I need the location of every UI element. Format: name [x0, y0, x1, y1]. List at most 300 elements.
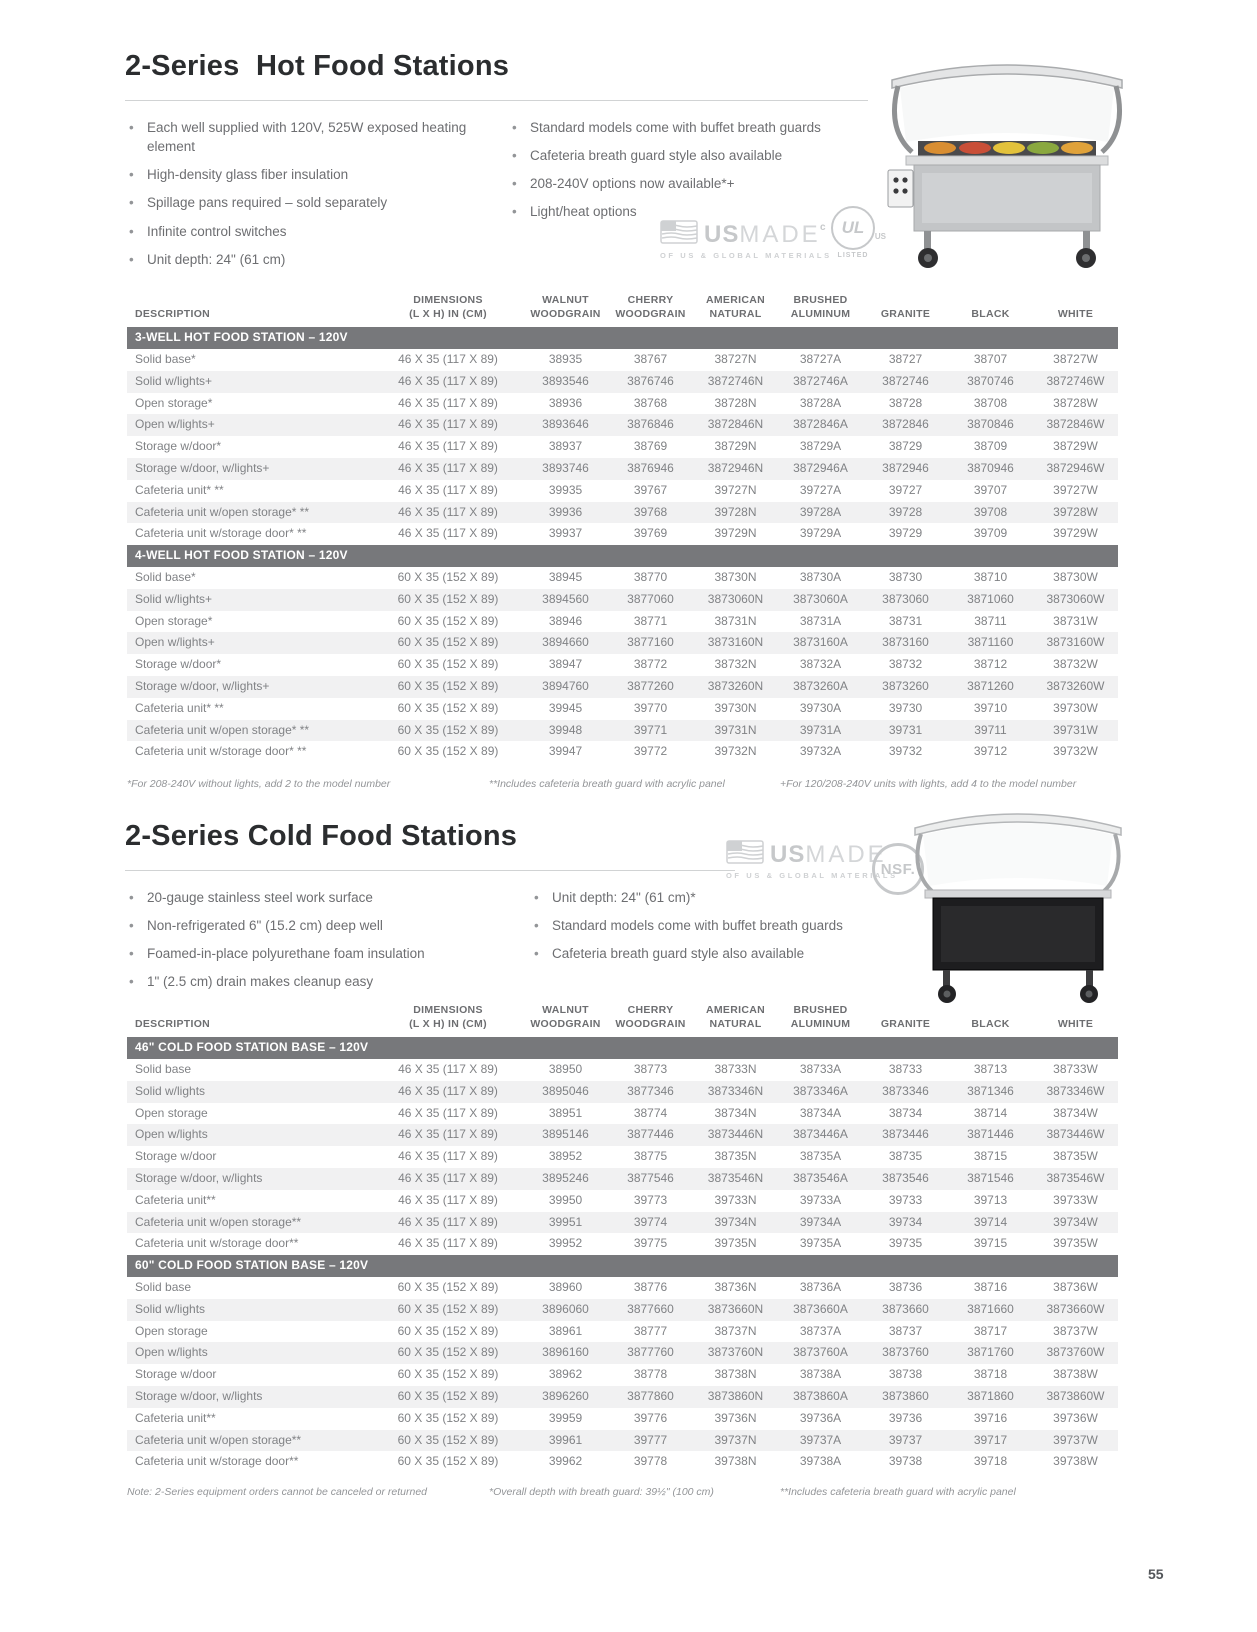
table-row	[127, 1299, 1118, 1321]
model-number-cell: 38729N	[714, 439, 757, 454]
dimensions-cell: 60 X 35 (152 X 89)	[397, 1454, 499, 1469]
description-cell: Open w/lights	[127, 1342, 373, 1364]
dimensions-cell: 60 X 35 (152 X 89)	[373, 1430, 523, 1452]
model-number-cell: 3872946A	[778, 458, 863, 480]
model-number-cell: 3873260N	[693, 676, 778, 698]
model-number-cell: 3877160	[608, 632, 693, 654]
model-number-cell: 3872946	[863, 458, 948, 480]
model-number-cell: 39776	[633, 1410, 668, 1425]
footnote: **Includes cafeteria breath guard with acrylic panel	[489, 778, 725, 790]
ul-circle-icon	[831, 206, 875, 250]
column-header: DIMENSIONS (L X H) IN (CM)	[409, 294, 487, 320]
model-number-cell: 3872746N	[693, 371, 778, 393]
model-number-cell: 3873546A	[778, 1168, 863, 1190]
model-number-cell: 39936	[523, 502, 608, 524]
model-number-cell: 38736N	[714, 1280, 757, 1295]
feature-bullet: • Infinite control switches	[125, 222, 485, 241]
dimensions-cell: 46 X 35 (117 X 89)	[373, 1212, 523, 1234]
model-number-cell: 38716	[973, 1280, 1008, 1295]
model-number-cell: 38737N	[714, 1323, 757, 1338]
description-cell: Cafeteria unit* **	[135, 700, 224, 715]
model-number-cell: 3873160W	[1033, 632, 1118, 654]
model-number-cell: 3870746	[948, 371, 1033, 393]
feature-bullet: • Cafeteria breath guard style also available	[530, 944, 930, 963]
model-number-cell: 3876746	[608, 371, 693, 393]
model-number-cell: 39718	[973, 1454, 1008, 1469]
description-cell: Cafeteria unit w/storage door**	[135, 1454, 299, 1469]
table-row	[127, 371, 1118, 393]
model-number-cell: 39727	[888, 482, 923, 497]
model-number-cell: 39951	[523, 1212, 608, 1234]
model-number-cell: 38737A	[799, 1323, 842, 1338]
model-number-cell: 3873060W	[1033, 589, 1118, 611]
table-row	[127, 1386, 1118, 1408]
model-number-cell: 38727N	[714, 352, 757, 367]
usmade-made-text: MADE	[805, 840, 887, 868]
model-number-cell: 38730N	[714, 570, 757, 585]
table-row	[127, 1321, 1118, 1343]
dimensions-cell: 46 X 35 (117 X 89)	[373, 502, 523, 524]
table-row	[127, 1233, 1118, 1255]
hot-footnotes	[127, 778, 1137, 794]
model-number-cell: 38733A	[799, 1062, 842, 1077]
model-number-cell: 39727A	[799, 482, 842, 497]
dimensions-cell: 46 X 35 (117 X 89)	[373, 458, 523, 480]
model-number-cell: 3872846	[863, 414, 948, 436]
model-number-cell: 39731N	[693, 720, 778, 742]
usmade-subtext: OF US & GLOBAL MATERIALS	[660, 251, 832, 260]
model-number-cell: 3873060N	[693, 589, 778, 611]
model-number-cell: 39734N	[693, 1212, 778, 1234]
table-row	[127, 654, 1118, 676]
model-number-cell: 39733N	[714, 1192, 757, 1207]
model-number-cell: 38735N	[714, 1149, 757, 1164]
model-number-cell: 38718	[973, 1367, 1008, 1382]
model-number-cell: 39950	[548, 1192, 583, 1207]
column-header: BRUSHED ALUMINUM	[790, 1004, 851, 1030]
model-number-cell: 39714	[948, 1212, 1033, 1234]
model-number-cell: 3877546	[608, 1168, 693, 1190]
model-number-cell: 3871346	[948, 1081, 1033, 1103]
table-row	[127, 1408, 1118, 1430]
model-number-cell: 39717	[948, 1430, 1033, 1452]
dimensions-cell: 60 X 35 (152 X 89)	[397, 744, 499, 759]
table-row	[127, 502, 1118, 524]
model-number-cell: 39707	[973, 482, 1008, 497]
model-number-cell: 3895046	[523, 1081, 608, 1103]
description-cell: Open storage	[135, 1105, 208, 1120]
ul-listed-text: LISTED	[837, 252, 869, 259]
model-number-cell: 39728N	[693, 502, 778, 524]
dimensions-cell: 60 X 35 (152 X 89)	[373, 632, 523, 654]
table-row	[127, 698, 1118, 720]
model-number-cell: 38731N	[714, 613, 757, 628]
model-number-cell: 39713	[973, 1192, 1008, 1207]
model-number-cell: 38767	[633, 352, 668, 367]
model-number-cell: 3896060	[523, 1299, 608, 1321]
model-number-cell: 39769	[633, 526, 668, 541]
model-number-cell: 3873760W	[1033, 1342, 1118, 1364]
model-number-cell: 38733N	[714, 1062, 757, 1077]
model-number-cell: 39734W	[1033, 1212, 1118, 1234]
model-number-cell: 39772	[633, 744, 668, 759]
table-section-row	[127, 1255, 1118, 1277]
feature-bullet: • Unit depth: 24" (61 cm)*	[530, 888, 930, 907]
model-number-cell: 39738A	[799, 1454, 842, 1469]
feature-bullet: • Unit depth: 24" (61 cm)	[125, 250, 485, 269]
column-header: DESCRIPTION	[135, 307, 211, 320]
section-header: 60" COLD FOOD STATION BASE – 120V	[127, 1255, 1118, 1277]
model-number-cell: 38731A	[799, 613, 842, 628]
model-number-cell: 39735N	[714, 1236, 757, 1251]
description-cell: Storage w/door, w/lights	[127, 1168, 373, 1190]
description-cell: Cafeteria unit w/open storage**	[127, 1430, 373, 1452]
dimensions-cell: 46 X 35 (117 X 89)	[373, 1168, 523, 1190]
dimensions-cell: 60 X 35 (152 X 89)	[397, 700, 499, 715]
dimensions-cell: 46 X 35 (117 X 89)	[373, 1124, 523, 1146]
dimensions-cell: 46 X 35 (117 X 89)	[398, 1062, 498, 1077]
table-row	[127, 1081, 1118, 1103]
dimensions-cell: 46 X 35 (117 X 89)	[373, 1081, 523, 1103]
model-number-cell: 38732W	[1053, 657, 1098, 672]
feature-bullet: • Non-refrigerated 6" (15.2 cm) deep well	[125, 916, 515, 935]
feature-bullet: • Standard models come with buffet breath guards	[508, 118, 908, 137]
usmade-made-text: MADE	[739, 220, 821, 248]
model-number-cell: 3877446	[608, 1124, 693, 1146]
model-number-cell: 38736	[888, 1280, 923, 1295]
dimensions-cell: 60 X 35 (152 X 89)	[397, 1323, 499, 1338]
model-number-cell: 38732	[888, 657, 923, 672]
model-number-cell: 38735W	[1053, 1149, 1098, 1164]
description-cell: Cafeteria unit* **	[135, 482, 224, 497]
model-number-cell: 38734W	[1053, 1105, 1098, 1120]
model-number-cell: 3870846	[948, 414, 1033, 436]
model-number-cell: 38727A	[799, 352, 842, 367]
model-number-cell: 39945	[548, 700, 583, 715]
model-number-cell: 38728	[888, 395, 923, 410]
table-row	[127, 436, 1118, 458]
description-cell: Cafeteria unit w/open storage* **	[127, 502, 373, 524]
table-row	[127, 589, 1118, 611]
dimensions-cell: 60 X 35 (152 X 89)	[373, 1342, 523, 1364]
model-number-cell: 3894760	[523, 676, 608, 698]
model-number-cell: 39730W	[1053, 700, 1098, 715]
table-row	[127, 393, 1118, 415]
description-cell: Open storage*	[135, 613, 213, 628]
model-number-cell: 38775	[633, 1149, 668, 1164]
model-number-cell: 39734	[863, 1212, 948, 1234]
model-number-cell: 39775	[633, 1236, 668, 1251]
model-number-cell: 39728A	[778, 502, 863, 524]
table-row	[127, 567, 1118, 589]
cold-food-table	[127, 1002, 1118, 1473]
dimensions-cell: 46 X 35 (117 X 89)	[398, 1236, 498, 1251]
model-number-cell: 38952	[548, 1149, 583, 1164]
model-number-cell: 38777	[633, 1323, 668, 1338]
model-number-cell: 39715	[973, 1236, 1008, 1251]
column-header: WHITE	[1057, 1017, 1094, 1030]
model-number-cell: 38738A	[799, 1367, 842, 1382]
model-number-cell: 3877346	[608, 1081, 693, 1103]
dimensions-cell: 60 X 35 (152 X 89)	[397, 1280, 499, 1295]
model-number-cell: 39737N	[693, 1430, 778, 1452]
model-number-cell: 39937	[548, 526, 583, 541]
feature-bullet: • Light/heat options	[508, 202, 908, 221]
model-number-cell: 38708	[973, 395, 1008, 410]
model-number-cell: 39727W	[1053, 482, 1098, 497]
us-flag-icon	[660, 220, 698, 249]
table-row	[127, 349, 1118, 371]
model-number-cell: 3871260	[948, 676, 1033, 698]
model-number-cell: 3871446	[948, 1124, 1033, 1146]
model-number-cell: 39738W	[1053, 1454, 1098, 1469]
model-number-cell: 38774	[633, 1105, 668, 1120]
model-number-cell: 38737	[888, 1323, 923, 1338]
model-number-cell: 38946	[548, 613, 583, 628]
model-number-cell: 3894560	[523, 589, 608, 611]
model-number-cell: 3873660A	[778, 1299, 863, 1321]
model-number-cell: 38950	[548, 1062, 583, 1077]
model-number-cell: 3873446W	[1033, 1124, 1118, 1146]
model-number-cell: 38960	[548, 1280, 583, 1295]
model-number-cell: 38771	[633, 613, 668, 628]
model-number-cell: 3876946	[608, 458, 693, 480]
model-number-cell: 38712	[973, 657, 1008, 672]
column-header: CHERRY WOODGRAIN	[615, 1004, 686, 1030]
model-number-cell: 39716	[973, 1410, 1008, 1425]
model-number-cell: 39727N	[714, 482, 757, 497]
model-number-cell: 39709	[973, 526, 1008, 541]
model-number-cell: 38730W	[1053, 570, 1098, 585]
model-number-cell: 3873346N	[693, 1081, 778, 1103]
table-row	[127, 1342, 1118, 1364]
model-number-cell: 3872846N	[693, 414, 778, 436]
dimensions-cell: 46 X 35 (117 X 89)	[398, 439, 498, 454]
ul-mark: UL	[841, 218, 865, 237]
feature-bullet: • Each well supplied with 120V, 525W exposed heating element	[125, 118, 485, 156]
dimensions-cell: 60 X 35 (152 X 89)	[373, 1386, 523, 1408]
description-cell: Solid w/lights+	[127, 589, 373, 611]
description-cell: Cafeteria unit**	[135, 1192, 216, 1207]
model-number-cell: 39732A	[799, 744, 842, 759]
model-number-cell: 38717	[973, 1323, 1008, 1338]
model-number-cell: 3870946	[948, 458, 1033, 480]
model-number-cell: 3871860	[948, 1386, 1033, 1408]
model-number-cell: 39732N	[714, 744, 757, 759]
model-number-cell: 3893646	[523, 414, 608, 436]
model-number-cell: 3872846W	[1033, 414, 1118, 436]
cold-section-title: 2-Series Cold Food Stations	[125, 820, 518, 852]
description-cell: Solid w/lights	[127, 1081, 373, 1103]
cold-footnotes	[127, 1486, 1137, 1502]
column-header: WALNUT WOODGRAIN	[530, 294, 601, 320]
dimensions-cell: 60 X 35 (152 X 89)	[373, 589, 523, 611]
model-number-cell: 39729W	[1053, 526, 1098, 541]
model-number-cell: 38961	[548, 1323, 583, 1338]
dimensions-cell: 60 X 35 (152 X 89)	[373, 1299, 523, 1321]
model-number-cell: 38734N	[714, 1105, 757, 1120]
feature-bullet: • Foamed-in-place polyurethane foam insulation	[125, 944, 515, 963]
model-number-cell: 3873260	[863, 676, 948, 698]
dimensions-cell: 60 X 35 (152 X 89)	[397, 1410, 499, 1425]
column-header: DIMENSIONS (L X H) IN (CM)	[409, 1004, 487, 1030]
model-number-cell: 3877760	[608, 1342, 693, 1364]
model-number-cell: 38945	[548, 570, 583, 585]
model-number-cell: 38769	[633, 439, 668, 454]
model-number-cell: 38776	[633, 1280, 668, 1295]
model-number-cell: 39732W	[1053, 744, 1098, 759]
model-number-cell: 39935	[548, 482, 583, 497]
description-cell: Cafeteria unit w/storage door* **	[135, 744, 307, 759]
model-number-cell: 38947	[548, 657, 583, 672]
model-number-cell: 38707	[973, 352, 1008, 367]
model-number-cell: 3873260A	[778, 676, 863, 698]
description-cell: Cafeteria unit w/storage door* **	[135, 526, 307, 541]
cold-features-left	[125, 888, 515, 1001]
model-number-cell: 3873660	[863, 1299, 948, 1321]
dimensions-cell: 46 X 35 (117 X 89)	[373, 371, 523, 393]
dimensions-cell: 46 X 35 (117 X 89)	[373, 414, 523, 436]
column-header: AMERICAN NATURAL	[706, 1004, 765, 1030]
model-number-cell: 38734	[888, 1105, 923, 1120]
table-row	[127, 720, 1118, 742]
model-number-cell: 38731	[888, 613, 923, 628]
model-number-cell: 39735W	[1053, 1236, 1098, 1251]
model-number-cell: 3873446N	[693, 1124, 778, 1146]
footnote: +For 120/208-240V units with lights, add 4 to the model number	[780, 778, 1077, 790]
model-number-cell: 38732N	[714, 657, 757, 672]
model-number-cell: 38727	[888, 352, 923, 367]
dimensions-cell: 60 X 35 (152 X 89)	[373, 720, 523, 742]
model-number-cell: 39710	[973, 700, 1008, 715]
table-section-row	[127, 1037, 1118, 1059]
model-number-cell: 3873346	[863, 1081, 948, 1103]
model-number-cell: 3893746	[523, 458, 608, 480]
table-row	[127, 480, 1118, 502]
model-number-cell: 3872746	[863, 371, 948, 393]
model-number-cell: 39733	[888, 1192, 923, 1207]
model-number-cell: 3873860W	[1033, 1386, 1118, 1408]
description-cell: Cafeteria unit w/storage door**	[135, 1236, 299, 1251]
table-row	[127, 611, 1118, 633]
page-number: 55	[1148, 1566, 1164, 1582]
model-number-cell: 3895246	[523, 1168, 608, 1190]
model-number-cell: 39738	[888, 1454, 923, 1469]
model-number-cell: 39959	[548, 1410, 583, 1425]
table-section-row	[127, 545, 1118, 567]
usmade-subtext: OF US & GLOBAL MATERIALS	[726, 871, 898, 880]
feature-bullet: • 20-gauge stainless steel work surface	[125, 888, 515, 907]
model-number-cell: 3873260W	[1033, 676, 1118, 698]
model-number-cell: 3873446A	[778, 1124, 863, 1146]
feature-bullet: • 1" (2.5 cm) drain makes cleanup easy	[125, 972, 515, 991]
model-number-cell: 38731W	[1053, 613, 1098, 628]
model-number-cell: 39768	[608, 502, 693, 524]
model-number-cell: 3873060A	[778, 589, 863, 611]
model-number-cell: 3872946N	[693, 458, 778, 480]
model-number-cell: 38709	[973, 439, 1008, 454]
column-header: BLACK	[971, 1017, 1010, 1030]
column-header: WALNUT WOODGRAIN	[530, 1004, 601, 1030]
description-cell: Storage w/door, w/lights+	[127, 458, 373, 480]
dimensions-cell: 46 X 35 (117 X 89)	[398, 1192, 498, 1207]
model-number-cell: 39736A	[799, 1410, 842, 1425]
description-cell: Open w/lights+	[127, 414, 373, 436]
hot-section-title: 2-Series Hot Food Stations	[125, 50, 510, 82]
model-number-cell: 39730	[888, 700, 923, 715]
model-number-cell: 38714	[973, 1105, 1008, 1120]
description-cell: Cafeteria unit**	[135, 1410, 216, 1425]
section-header: 3-WELL HOT FOOD STATION – 120V	[127, 327, 1118, 349]
model-number-cell: 3895146	[523, 1124, 608, 1146]
footnote: **Includes cafeteria breath guard with acrylic panel	[780, 1486, 1016, 1498]
section-header: 46" COLD FOOD STATION BASE – 120V	[127, 1037, 1118, 1059]
model-number-cell: 38715	[973, 1149, 1008, 1164]
model-number-cell: 38728A	[799, 395, 842, 410]
feature-bullet: • Spillage pans required – sold separately	[125, 193, 485, 212]
model-number-cell: 39767	[633, 482, 668, 497]
model-number-cell: 39734A	[778, 1212, 863, 1234]
model-number-cell: 3873160N	[693, 632, 778, 654]
column-header: WHITE	[1057, 307, 1094, 320]
model-number-cell: 39961	[523, 1430, 608, 1452]
model-number-cell: 38951	[548, 1105, 583, 1120]
model-number-cell: 39737A	[778, 1430, 863, 1452]
model-number-cell: 3896160	[523, 1342, 608, 1364]
cold-food-station-image	[903, 798, 1133, 1015]
footnote: *Overall depth with breath guard: 39½" (100 cm)	[489, 1486, 714, 1498]
description-cell: Storage w/door, w/lights+	[127, 676, 373, 698]
model-number-cell: 39773	[633, 1192, 668, 1207]
model-number-cell: 3894660	[523, 632, 608, 654]
column-header: BRUSHED ALUMINUM	[790, 294, 851, 320]
model-number-cell: 39733W	[1053, 1192, 1098, 1207]
ul-us-mark: US	[874, 232, 886, 241]
table-row	[127, 1124, 1118, 1146]
model-number-cell: 3871060	[948, 589, 1033, 611]
table-row	[127, 1277, 1118, 1299]
table-row	[127, 1190, 1118, 1212]
model-number-cell: 39777	[608, 1430, 693, 1452]
title-divider	[125, 100, 868, 101]
model-number-cell: 39736	[888, 1410, 923, 1425]
model-number-cell: 38728W	[1053, 395, 1098, 410]
model-number-cell: 39730A	[799, 700, 842, 715]
model-number-cell: 3873060	[863, 589, 948, 611]
hot-food-station-image	[878, 46, 1136, 279]
ul-c-mark: c	[820, 222, 826, 233]
table-row	[127, 1430, 1118, 1452]
column-header: CHERRY WOODGRAIN	[615, 294, 686, 320]
model-number-cell: 3877860	[608, 1386, 693, 1408]
model-number-cell: 38729	[888, 439, 923, 454]
table-row	[127, 1364, 1118, 1386]
model-number-cell: 3873546N	[693, 1168, 778, 1190]
model-number-cell: 39732	[888, 744, 923, 759]
title-divider	[125, 870, 735, 871]
column-header: GRANITE	[880, 307, 931, 320]
model-number-cell: 39729A	[799, 526, 842, 541]
column-header: GRANITE	[880, 1017, 931, 1030]
model-number-cell: 3871546	[948, 1168, 1033, 1190]
feature-bullet: • High-density glass fiber insulation	[125, 165, 485, 184]
model-number-cell: 3871160	[948, 632, 1033, 654]
description-cell: Open w/lights+	[127, 632, 373, 654]
table-row	[127, 676, 1118, 698]
model-number-cell: 3893546	[523, 371, 608, 393]
table-row	[127, 1059, 1118, 1081]
dimensions-cell: 46 X 35 (117 X 89)	[398, 526, 498, 541]
